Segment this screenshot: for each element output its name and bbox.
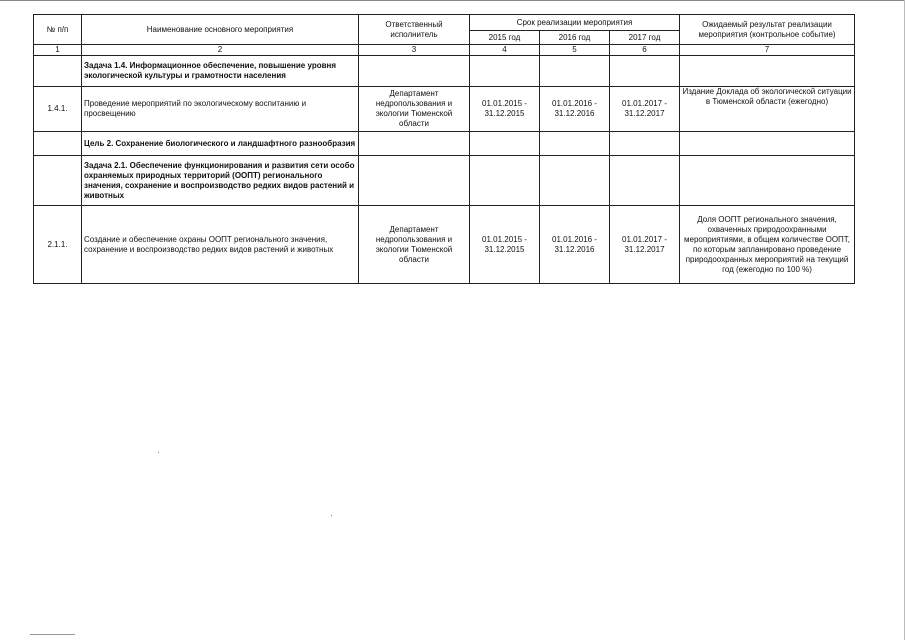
task-2-1-row xyxy=(34,156,855,206)
empty-cell xyxy=(610,56,680,87)
item-2-1-1-period-2016: 01.01.2016 - 31.12.2016 xyxy=(540,206,610,284)
header-year-2016: 2016 год xyxy=(540,31,610,45)
item-2-1-1-num: 2.1.1. xyxy=(34,206,82,284)
colnum-6: 6 xyxy=(610,45,680,56)
colnum-5: 5 xyxy=(540,45,610,56)
empty-cell xyxy=(359,56,470,87)
header-year-2015: 2015 год xyxy=(470,31,540,45)
item-2-1-1-row xyxy=(34,206,855,284)
column-number-row xyxy=(34,45,855,56)
empty-cell xyxy=(680,56,855,87)
activities-table xyxy=(33,14,855,284)
item-2-1-1-result: Доля ООПТ регионального значения, охваченных природоохранными мероприятиями, в общем количестве ООПТ, по которым запланировано проведение природоохранных мероприятий на текущий год (ежегодно по 100 %) xyxy=(680,206,855,284)
empty-cell xyxy=(470,156,540,206)
item-2-1-1-name: Создание и обеспечение охраны ООПТ регионального значения, сохранение и воспроизводство редких видов растений и животных xyxy=(82,206,359,284)
empty-cell xyxy=(34,156,82,206)
bottom-scan-mark xyxy=(30,634,75,635)
goal-2-row xyxy=(34,132,855,156)
goal-2-title: Цель 2. Сохранение биологического и ландшафтного разнообразия xyxy=(82,132,359,156)
item-1-4-1-num: 1.4.1. xyxy=(34,87,82,132)
item-1-4-1-row xyxy=(34,87,855,132)
item-1-4-1-period-2016: 01.01.2016 - 31.12.2016 xyxy=(540,87,610,132)
task-2-1-title: Задача 2.1. Обеспечение функционирования и развития сети особо охраняемых природных территорий (ООПТ) регионального значения, сохранение и воспроизводство редких видов растений и животных xyxy=(82,156,359,206)
header-num: № п/п xyxy=(34,15,82,45)
item-2-1-1-period-2015: 01.01.2015 - 31.12.2015 xyxy=(470,206,540,284)
task-1-4-row xyxy=(34,56,855,87)
item-1-4-1-name: Проведение мероприятий по экологическому воспитанию и просвещению xyxy=(82,87,359,132)
task-1-4-title: Задача 1.4. Информационное обеспечение, повышение уровня экологической культуры и грамотности населения xyxy=(82,56,359,87)
empty-cell xyxy=(610,132,680,156)
empty-cell xyxy=(34,56,82,87)
empty-cell xyxy=(680,132,855,156)
header-executor: Ответственный исполнитель xyxy=(359,15,470,45)
item-1-4-1-period-2017: 01.01.2017 - 31.12.2017 xyxy=(610,87,680,132)
empty-cell xyxy=(540,56,610,87)
header-row-top xyxy=(34,15,855,31)
empty-cell xyxy=(34,132,82,156)
scan-speck xyxy=(158,452,159,453)
colnum-2: 2 xyxy=(82,45,359,56)
item-1-4-1-period-2015: 01.01.2015 - 31.12.2015 xyxy=(470,87,540,132)
empty-cell xyxy=(680,156,855,206)
colnum-1: 1 xyxy=(34,45,82,56)
empty-cell xyxy=(610,156,680,206)
header-name: Наименование основного мероприятия xyxy=(82,15,359,45)
header-period: Срок реализации мероприятия xyxy=(470,15,680,31)
item-2-1-1-executor: Департамент недропользования и экологии Тюменской области xyxy=(359,206,470,284)
colnum-7: 7 xyxy=(680,45,855,56)
colnum-4: 4 xyxy=(470,45,540,56)
colnum-3: 3 xyxy=(359,45,470,56)
empty-cell xyxy=(470,56,540,87)
item-1-4-1-result: Издание Доклада об экологической ситуации в Тюменской области (ежегодно) xyxy=(680,87,855,132)
empty-cell xyxy=(359,156,470,206)
scan-speck xyxy=(331,515,332,516)
empty-cell xyxy=(540,156,610,206)
top-border-line xyxy=(0,0,905,1)
empty-cell xyxy=(359,132,470,156)
header-result: Ожидаемый результат реализации мероприятия (контрольное событие) xyxy=(680,15,855,45)
item-2-1-1-period-2017: 01.01.2017 - 31.12.2017 xyxy=(610,206,680,284)
empty-cell xyxy=(470,132,540,156)
empty-cell xyxy=(540,132,610,156)
header-year-2017: 2017 год xyxy=(610,31,680,45)
item-1-4-1-executor: Департамент недропользования и экологии Тюменской области xyxy=(359,87,470,132)
